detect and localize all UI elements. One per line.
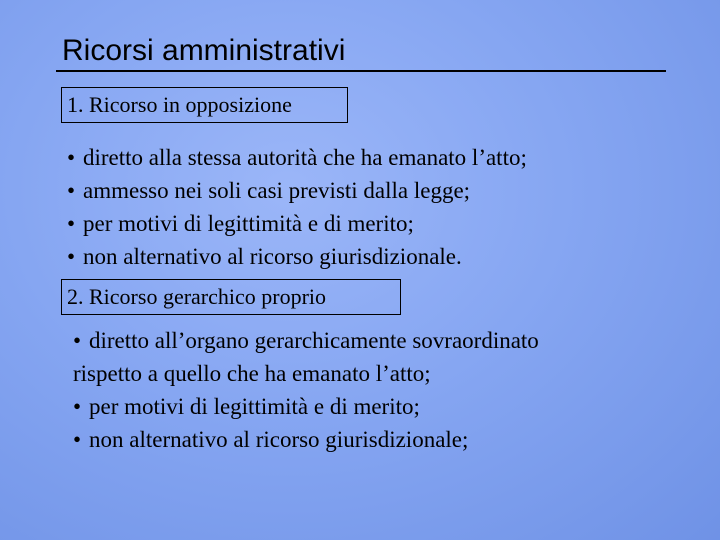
list-item-continuation [73, 357, 539, 390]
list-item-text: per motivi di legittimità e di merito; [83, 211, 414, 236]
list-item-text: non alternativo al ricorso giurisdizionale. [83, 244, 462, 269]
list-item [73, 324, 539, 357]
list-item [67, 174, 527, 207]
list-item [67, 141, 527, 174]
bullet-icon: • [67, 244, 76, 269]
list-item [73, 390, 539, 423]
section-heading-gerarchico: 2. Ricorso gerarchico proprio [61, 279, 401, 315]
list-item [67, 240, 527, 273]
bullet-icon: • [67, 211, 76, 236]
bullet-icon: • [67, 145, 76, 170]
bullet-icon: • [73, 394, 82, 419]
bullet-list-opposizione [67, 141, 527, 273]
list-item-text: diretto all’organo gerarchicamente sovraordinato [89, 328, 539, 353]
section-heading-opposizione: 1. Ricorso in opposizione [61, 87, 348, 123]
bullet-icon: • [73, 427, 82, 452]
list-item-text: rispetto a quello che ha emanato l’atto; [73, 361, 431, 386]
list-item-text: non alternativo al ricorso giurisdizionale; [89, 427, 469, 452]
list-item [67, 207, 527, 240]
list-item-text: ammesso nei soli casi previsti dalla legge; [83, 178, 471, 203]
list-item-text: diretto alla stessa autorità che ha emanato l’atto; [83, 145, 527, 170]
slide-title: Ricorsi amministrativi [62, 34, 346, 67]
list-item-text: per motivi di legittimità e di merito; [89, 394, 420, 419]
list-item [73, 423, 539, 456]
bullet-icon: • [73, 328, 82, 353]
bullet-list-gerarchico [73, 324, 539, 456]
bullet-icon: • [67, 178, 76, 203]
title-underline [56, 70, 666, 72]
